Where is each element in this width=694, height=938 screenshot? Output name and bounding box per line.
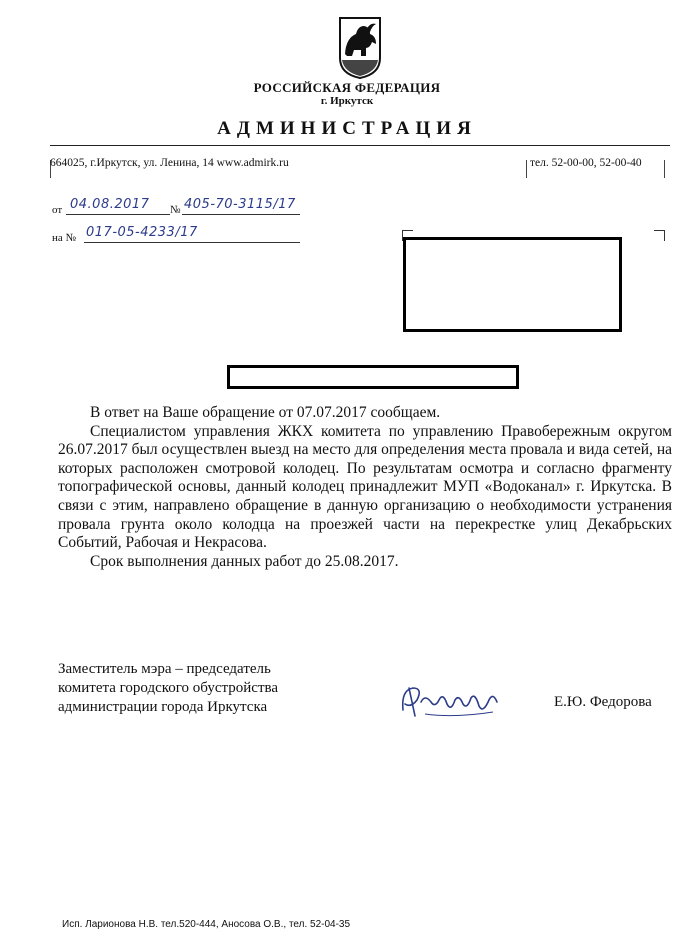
reply-underline: [84, 242, 300, 243]
position-line: администрации города Иркутска: [58, 699, 268, 715]
address-line: 664025, г.Иркутск, ул. Ленина, 14 www.admirk.ru: [50, 157, 289, 169]
redacted-salutation: [227, 365, 519, 389]
city-name: г. Иркутск: [320, 95, 374, 107]
handwritten-outgoing-number: 405-70-3115/17: [184, 197, 296, 212]
phones-end-mark: [664, 160, 665, 178]
date-underline: [66, 214, 170, 215]
signatory-name: Е.Ю. Федорова: [554, 694, 652, 710]
phones-corner-mark: [526, 160, 527, 178]
body-paragraph: В ответ на Ваше обращение от 07.07.2017 сообщаем.: [90, 404, 441, 421]
header-divider: [50, 145, 670, 146]
handwritten-signature: [395, 680, 505, 724]
signatory-position: [58, 660, 278, 717]
position-line: Заместитель мэра – председатель: [58, 661, 271, 677]
handwritten-reply-number: 017-05-4233/17: [86, 225, 198, 240]
body-paragraph: Срок выполнения данных работ до 25.08.2017.: [90, 552, 399, 570]
country-name: РОССИЙСКАЯ ФЕДЕРАЦИЯ: [253, 80, 441, 95]
number-underline: [182, 214, 300, 215]
handwritten-date: 04.08.2017: [70, 197, 150, 212]
executor-contacts: Исп. Ларионова Н.В. тел.520-444, Аносова О.В., тел. 52-04-35: [62, 919, 351, 930]
addressee-corner-right: [654, 230, 665, 241]
letter-body: [58, 404, 672, 571]
number-sign: №: [170, 204, 181, 216]
reply-to-label: на №: [52, 232, 77, 244]
date-label: от: [52, 204, 63, 216]
organization-title: АДМИНИСТРАЦИЯ: [217, 118, 477, 139]
position-line: комитета городского обустройства: [58, 680, 279, 696]
coat-of-arms-icon: [336, 14, 384, 80]
phone-numbers: тел. 52-00-00, 52-00-40: [530, 157, 642, 169]
redacted-addressee: [403, 237, 622, 332]
body-paragraph: Специалистом управления ЖКХ комитета по управлению Правобережным округом 26.07.2017 был осуществлен выезд на место для определения места провала и вида сетей, на которых расположен смотровой колодец. По результатам осмотра и согласно фрагменту топографической основы, данный колодец принадлежит МУП «Водоканал» г. Иркутска. В связи с этим, направлено обращение в данную организацию о необходимости устранения провала грунта около колодца на проезжей части на перекрестке улиц Декабрьских Событий, Рабочая и Некрасова.: [58, 422, 672, 552]
